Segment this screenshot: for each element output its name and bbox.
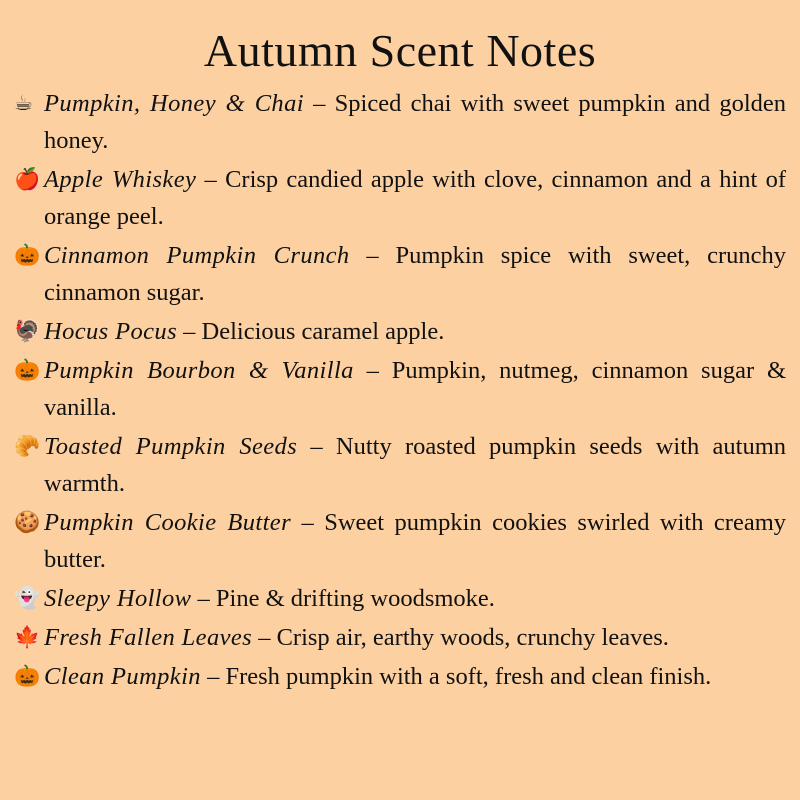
separator: – [349, 242, 379, 269]
page-title: Autumn Scent Notes [203, 25, 597, 76]
black-bird-icon: 🦃 [14, 319, 41, 343]
scent-description: Spiced chai with sweet pumpkin and golden honey. [44, 90, 787, 154]
list-item [14, 504, 786, 578]
scent-description: Delicious caramel apple. [201, 318, 445, 345]
note-text [44, 352, 786, 426]
list-item [14, 658, 786, 695]
pumpkin-icon: 🎃 [14, 664, 41, 688]
note-text [44, 580, 786, 617]
red-apple-icon: 🍎 [14, 167, 41, 191]
separator: – [291, 509, 314, 536]
note-text [44, 428, 786, 502]
separator: – [303, 90, 326, 117]
chai-cup-icon: ☕ [14, 91, 33, 115]
list-item [14, 619, 786, 656]
scent-name: Fresh Fallen Leaves [44, 624, 253, 651]
maple-leaf-icon: 🍁 [14, 625, 41, 649]
separator: – [200, 663, 220, 690]
scent-name: Pumpkin Cookie Butter [44, 509, 292, 536]
scent-name: Cinnamon Pumpkin Crunch [44, 242, 350, 269]
list-item [14, 85, 786, 159]
separator: – [177, 318, 196, 345]
separator: – [191, 585, 210, 612]
note-text [44, 313, 786, 350]
list-item [14, 428, 786, 502]
note-text [44, 504, 786, 578]
scent-name: Hocus Pocus [44, 318, 178, 345]
scent-description: Nutty roasted pumpkin seeds with autumn warmth. [44, 433, 786, 497]
scent-description: Pine & drifting woodsmoke. [215, 585, 495, 612]
jack-o-lantern-icon: 🎃 [14, 243, 41, 267]
cookie-icon: 🍪 [14, 510, 41, 534]
scent-description: Fresh pumpkin with a soft, fresh and clean finish. [225, 663, 712, 690]
scent-name: Pumpkin, Honey & Chai [44, 90, 304, 117]
scent-name: Toasted Pumpkin Seeds [44, 433, 298, 460]
separator: – [252, 624, 271, 651]
note-text [44, 658, 786, 695]
note-text [44, 161, 786, 235]
scent-name: Clean Pumpkin [44, 663, 201, 690]
scent-name: Apple Whiskey [44, 166, 197, 193]
scent-name: Pumpkin Bourbon & Vanilla [44, 357, 354, 384]
note-text [44, 85, 786, 159]
list-item [14, 352, 786, 426]
scent-description: Crisp air, earthy woods, crunchy leaves. [276, 624, 669, 651]
scent-description: Pumpkin spice with sweet, crunchy cinnamon sugar. [44, 242, 787, 306]
list-item [14, 237, 786, 311]
list-item [14, 580, 786, 617]
note-text [44, 237, 786, 311]
roasted-seeds-icon: 🥐 [14, 434, 41, 458]
scent-description: Crisp candied apple with clove, cinnamon and a hint of orange peel. [44, 166, 786, 230]
white-pumpkin-icon: 🎃 [14, 358, 41, 382]
scent-name: Sleepy Hollow [44, 585, 192, 612]
scent-notes-list [14, 85, 786, 695]
scent-description: Sweet pumpkin cookies swirled with creamy butter. [44, 509, 787, 573]
ghost-icon: 👻 [14, 586, 41, 610]
list-item [14, 313, 786, 350]
separator: – [353, 357, 379, 384]
separator: – [297, 433, 323, 460]
list-item [14, 161, 786, 235]
note-text [44, 619, 786, 656]
scent-description: Pumpkin, nutmeg, cinnamon sugar & vanilla. [44, 357, 786, 421]
separator: – [196, 166, 217, 193]
